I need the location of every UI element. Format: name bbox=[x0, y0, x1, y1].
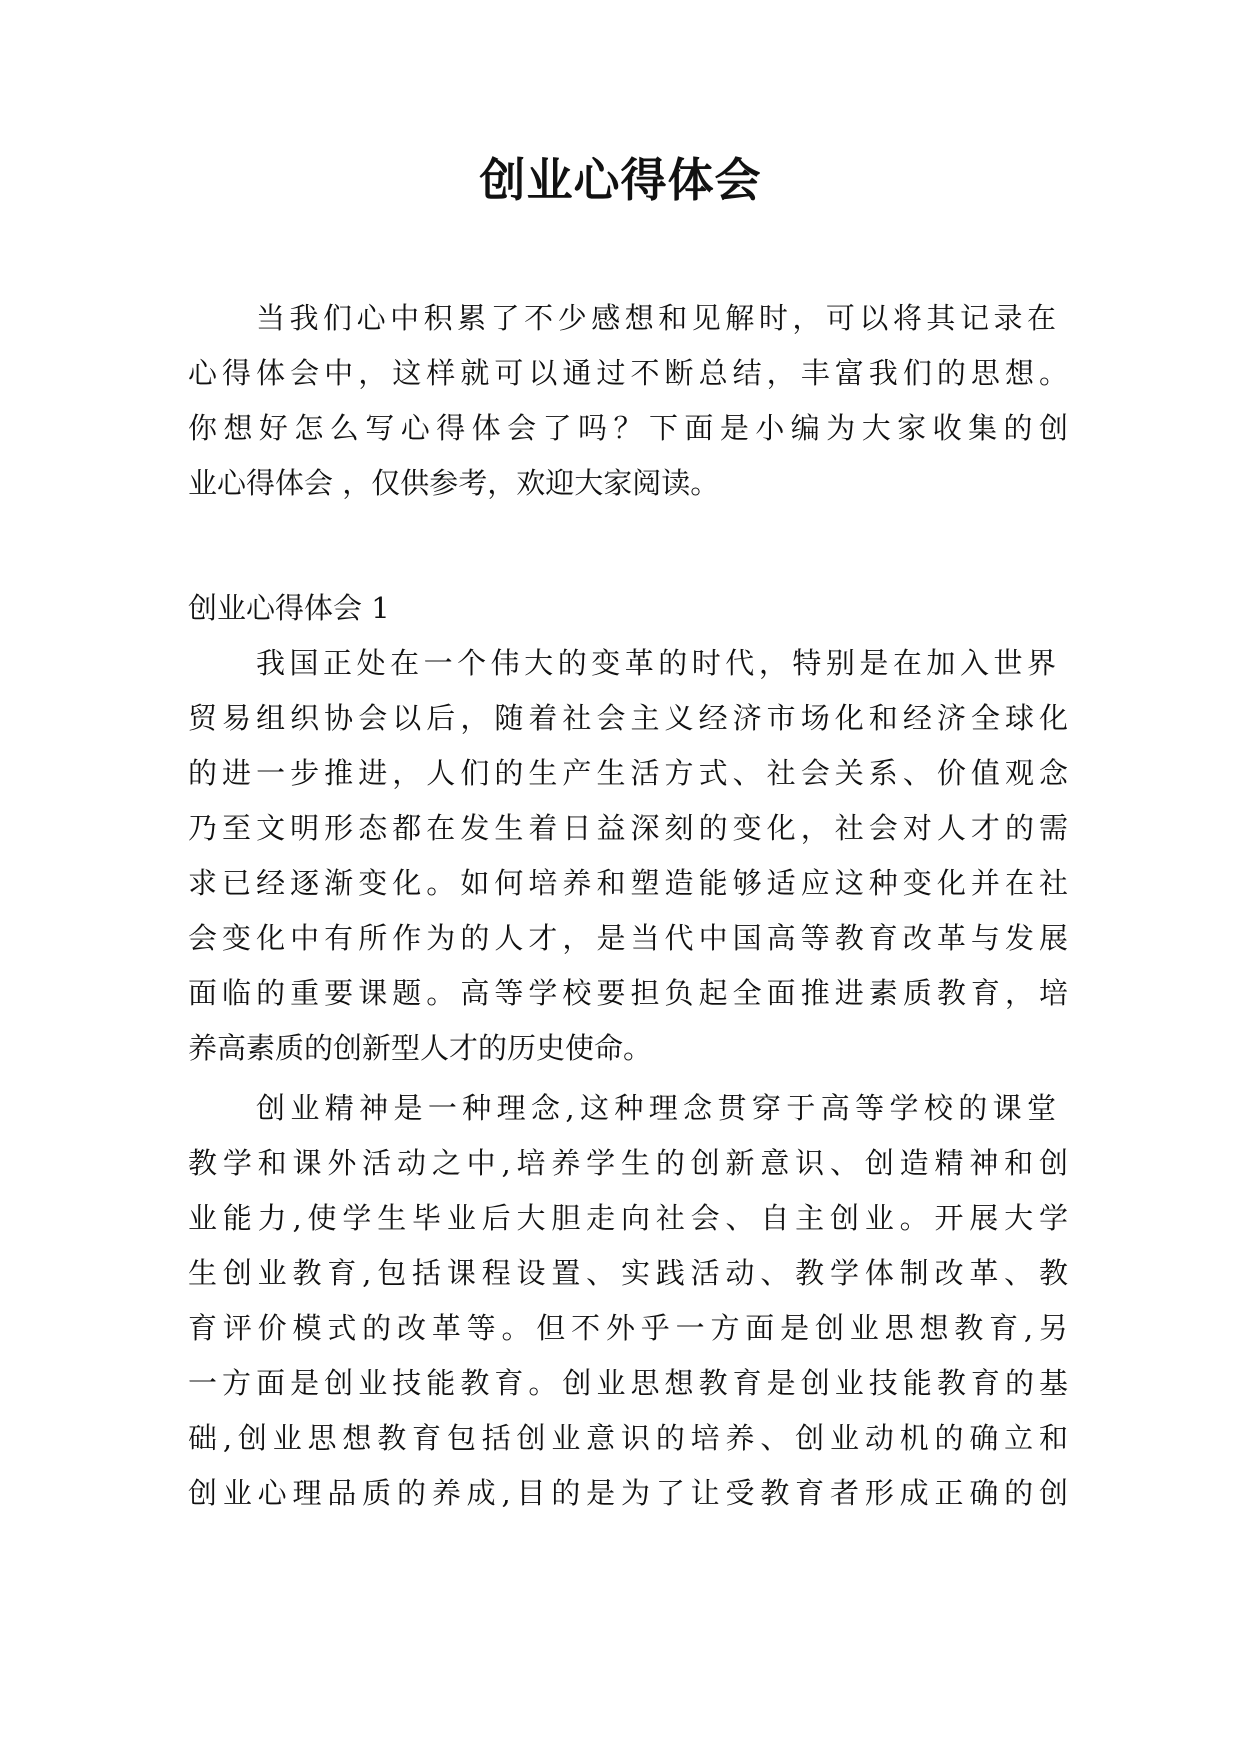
paragraph-line: 贸易组织协会以后，随着社会主义经济市场化和经济全球化 bbox=[188, 701, 1068, 735]
intro-line: 当我们心中积累了不少感想和见解时，可以将其记录在 bbox=[256, 301, 1056, 335]
section-heading: 创业心得体会 1 bbox=[188, 591, 390, 625]
paragraph-line: 会变化中有所作为的人才，是当代中国高等教育改革与发展 bbox=[188, 921, 1068, 955]
intro-line: 心得体会中，这样就可以通过不断总结，丰富我们的思想。 bbox=[188, 356, 1068, 390]
paragraph-line: 创业精神是一种理念,这种理念贯穿于高等学校的课堂 bbox=[256, 1091, 1056, 1125]
paragraph-line: 育评价模式的改革等。但不外乎一方面是创业思想教育,另 bbox=[188, 1311, 1068, 1345]
paragraph-line: 创业心理品质的养成,目的是为了让受教育者形成正确的创 bbox=[188, 1476, 1068, 1510]
paragraph-line: 础,创业思想教育包括创业意识的培养、创业动机的确立和 bbox=[188, 1421, 1068, 1455]
paragraph-line: 我国正处在一个伟大的变革的时代，特别是在加入世界 bbox=[256, 646, 1056, 680]
paragraph-line: 乃至文明形态都在发生着日益深刻的变化，社会对人才的需 bbox=[188, 811, 1068, 845]
paragraph-line: 的进一步推进，人们的生产生活方式、社会关系、价值观念 bbox=[188, 756, 1068, 790]
intro-line: 业心得体会 ，仅供参考，欢迎大家阅读。 bbox=[188, 466, 720, 500]
paragraph-line: 一方面是创业技能教育。创业思想教育是创业技能教育的基 bbox=[188, 1366, 1068, 1400]
paragraph-line: 求已经逐渐变化。如何培养和塑造能够适应这种变化并在社 bbox=[188, 866, 1068, 900]
paragraph-line: 养高素质的创新型人才的历史使命。 bbox=[188, 1031, 653, 1065]
intro-line: 你想好怎么写心得体会了吗？下面是小编为大家收集的创 bbox=[188, 411, 1068, 445]
document-title: 创业心得体会 bbox=[479, 153, 762, 207]
paragraph-line: 面临的重要课题。高等学校要担负起全面推进素质教育，培 bbox=[188, 976, 1068, 1010]
paragraph-line: 业能力,使学生毕业后大胆走向社会、自主创业。开展大学 bbox=[188, 1201, 1068, 1235]
paragraph-line: 生创业教育,包括课程设置、实践活动、教学体制改革、教 bbox=[188, 1256, 1068, 1290]
paragraph-line: 教学和课外活动之中,培养学生的创新意识、创造精神和创 bbox=[188, 1146, 1068, 1180]
